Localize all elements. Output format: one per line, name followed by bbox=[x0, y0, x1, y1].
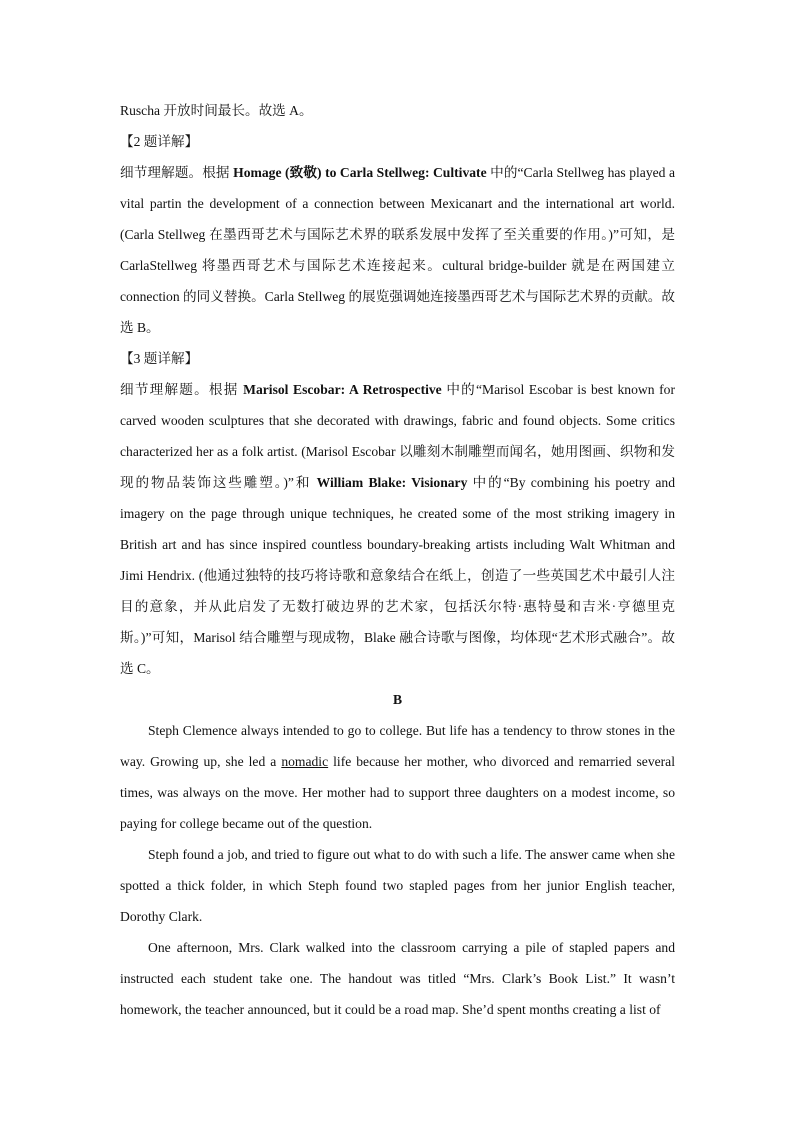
question-3-heading: 【3 题详解】 bbox=[120, 351, 199, 366]
q3-exhibit-title-1: Marisol Escobar: A Retrospective bbox=[243, 382, 442, 397]
s1-part-a: Steph Clemence always intended to go to college. But life has a tendency to throw stones in the way. Growing up, she led a bbox=[120, 723, 675, 769]
question-2-heading: 【2 题详解】 bbox=[120, 134, 199, 149]
story-paragraph-3: One afternoon, Mrs. Clark walked into the classroom carrying a pile of stapled papers and instructed each student take one. The handout was titled “Mrs. Clark’s Book List.” It wasn’t homework, the teacher announced, but it could be a road map. She’d spent months creating a list of bbox=[120, 940, 675, 1017]
question-2-explanation bbox=[120, 157, 675, 343]
intro-paragraph: Ruscha 开放时间最长。故选 A。 bbox=[120, 103, 313, 118]
q3-exhibit-title-2: William Blake: Visionary bbox=[316, 475, 468, 490]
q2-lead: 细节理解题。根据 bbox=[120, 165, 234, 180]
question-3-explanation bbox=[120, 374, 675, 684]
q3-lead: 细节理解题。根据 bbox=[120, 382, 244, 397]
q2-exhibit-title: Homage (致敬) to Carla Stellweg: Cultivate bbox=[233, 165, 487, 180]
story-paragraph-2: Steph found a job, and tried to figure out what to do with such a life. The answer came when she spotted a thick folder, in which Steph found two stapled pages from her junior English teacher, Dorothy Clark. bbox=[120, 847, 675, 924]
section-b-heading: B bbox=[392, 692, 403, 707]
q3-body-1: 中的“Marisol Escobar is best known for carved wooden sculptures that she decorated with drawings, fabric and found objects. Some critics characterized her as a folk artist. (Marisol Escobar 以雕刻木制雕塑而闻名，她用图画、织物和发现的物品装饰这些雕塑。)”和 bbox=[120, 382, 675, 490]
document-page bbox=[120, 95, 675, 1025]
q3-body-2: 中的“By combining his poetry and imagery on the page through unique techniques, he created some of the most striking imagery in British art and has since inspired countless boundary-breaking artists including Walt Whitman and Jimi Hendrix. (他通过独特的技巧将诗歌和意象结合在纸上，创造了一些英国艺术中最引人注目的意象，并从此启发了无数打破边界的艺术家，包括沃尔特·惠特曼和吉米·亨德里克斯。)”可知，Marisol 结合雕塑与现成物，Blake 融合诗歌与图像，均体现“艺术形式融合”。故选 C。 bbox=[120, 475, 675, 676]
underlined-word: nomadic bbox=[281, 754, 329, 769]
story-paragraph-1 bbox=[120, 715, 675, 839]
s1-part-b: life because her mother, who divorced and remarried several times, was always on the move. Her mother had to support three daughters on a modest income, so paying for college became out of the question. bbox=[120, 754, 675, 831]
q2-body: 中的“Carla Stellweg has played a vital partin the development of a connection between Mexicanart and the international art world.(Carla Stellweg 在墨西哥艺术与国际艺术界的联系发展中发挥了至关重要的作用。)”可知，是 CarlaStellweg 将墨西哥艺术与国际艺术连接起来。cultural bridge-builder 就是在两国建立 connection 的同义替换。Carla Stellweg 的展览强调她连接墨西哥艺术与国际艺术界的贡献。故选 B。 bbox=[120, 165, 675, 335]
